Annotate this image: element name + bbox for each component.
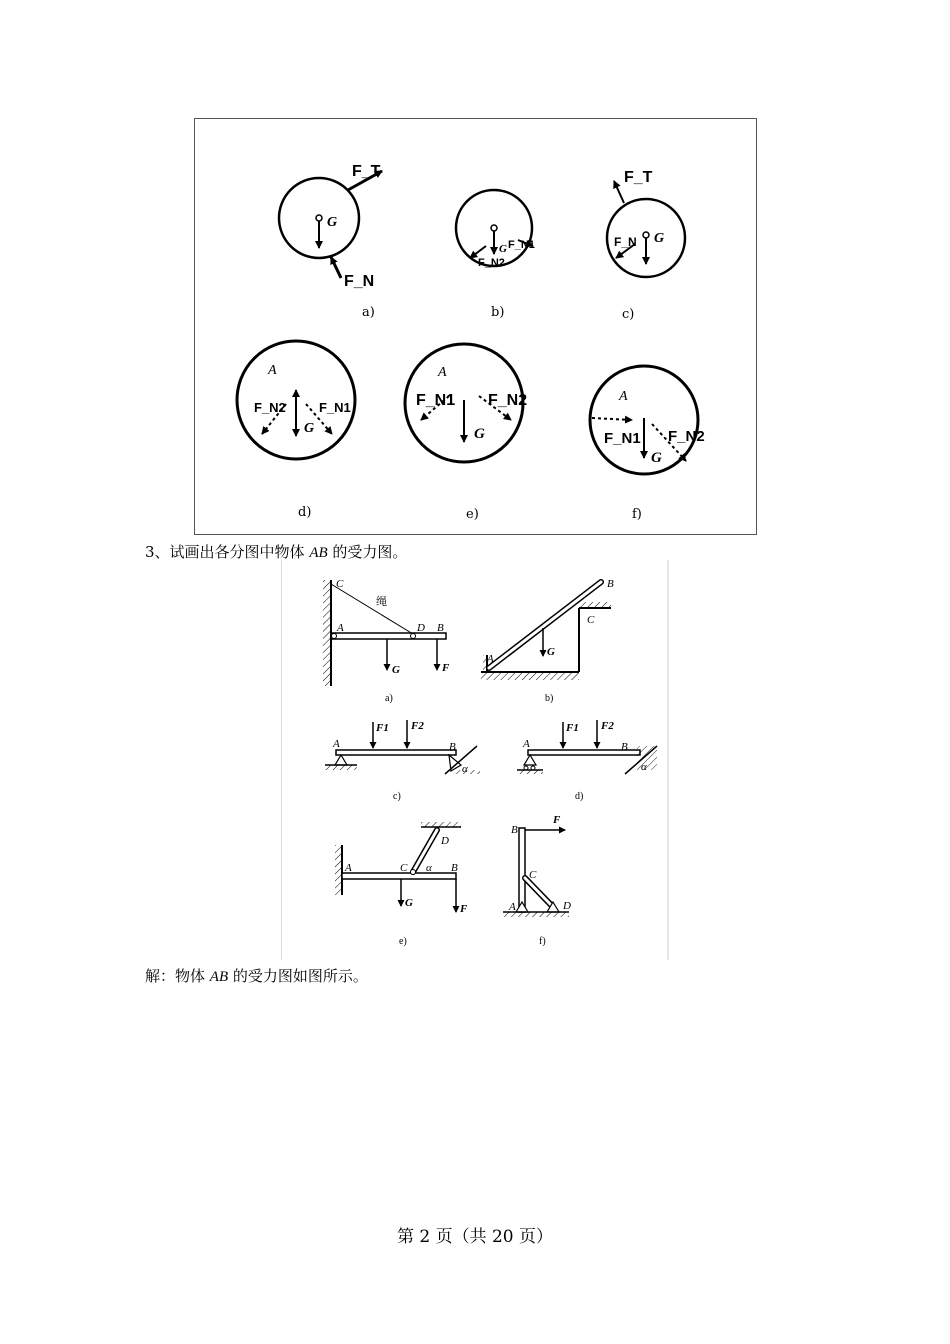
label-b: B [437,622,444,634]
label-d: D [417,622,425,634]
label-c: C [529,869,537,881]
answer-object: AB [209,969,229,985]
label-ft: F_T [624,169,653,186]
label-a: A [619,389,628,404]
question-object: AB [309,545,328,561]
ab-panel-a [323,578,450,704]
ab-panel-b [481,578,614,704]
label-a: A [345,862,352,874]
question-text-before: 试画出各分图中物体 [169,543,310,561]
label-f: F [553,814,561,826]
label-g: G [327,215,338,230]
label-g: G [654,231,665,246]
label-b: B [607,578,614,590]
label-f1: F1 [376,722,389,734]
label-g: G [547,646,555,658]
caption-b: b) [491,305,505,320]
label-f: F [442,662,450,674]
answer-prefix: 解：物体 [145,967,210,985]
label-a: A [509,901,516,913]
ab-panel-e [335,822,468,947]
label-d: D [563,900,571,912]
sphere-panel-b [456,190,535,320]
label-a: A [438,365,447,380]
sphere-panel-a [279,163,382,320]
label-a: A [268,363,277,378]
label-alpha: α [641,761,647,773]
label-alpha: α [462,763,468,775]
sphere-fbd-figure [194,118,758,536]
caption-c: c) [393,791,401,802]
answer-text [145,965,368,986]
label-rope: 绳 [376,596,387,608]
label-fn1: F_N1 [319,400,351,415]
caption-a: a) [362,305,375,320]
question-text-after: 的受力图。 [327,543,408,561]
sphere-panel-e [405,344,527,522]
label-fn: F_N [344,273,375,290]
caption-f: f) [632,507,642,522]
label-c: C [400,862,408,874]
question-number: 3、 [145,543,170,561]
ab-bodies-figure [281,560,669,960]
label-fn1: F_N1 [416,392,456,409]
label-alpha: α [426,862,432,874]
page-number-label: 第 2 页（共 20 页） [396,1227,554,1247]
label-c: C [336,578,344,590]
label-g: G [405,897,413,909]
label-g: G [392,664,400,676]
label-b: B [621,741,628,753]
label-f1: F1 [566,722,579,734]
label-fn2: F_N2 [254,400,286,415]
caption-c: c) [622,307,635,322]
label-g: G [499,243,507,255]
label-fn2: F_N2 [668,428,705,445]
label-f: F [460,903,468,915]
label-f2: F2 [411,720,424,732]
caption-a: a) [385,693,393,704]
label-g: G [304,421,315,436]
label-a: A [337,622,344,634]
label-b: B [511,824,518,836]
label-fn2: F_N2 [488,392,528,409]
label-d: D [441,835,449,847]
sphere-panel-d [237,341,355,520]
label-f2: F2 [601,720,614,732]
label-fn1: F_N1 [604,430,641,447]
label-g: G [651,450,662,466]
sphere-panel-c [607,169,685,322]
caption-b: b) [545,693,554,704]
label-g: G [474,426,485,442]
caption-e: e) [466,507,479,522]
label-a: A [487,653,494,665]
caption-d: d) [298,505,312,520]
label-fn1: F_N1 [508,239,535,251]
ab-panel-c [325,720,480,802]
ab-panel-f [503,814,571,947]
answer-suffix: 的受力图如图所示。 [228,967,368,985]
label-fn2: F_N2 [478,257,505,269]
caption-f: f) [539,936,546,947]
label-a: A [523,738,530,750]
label-a: A [333,738,340,750]
label-c: C [587,614,595,626]
question-3-text [145,541,407,562]
sphere-panel-f [590,366,705,522]
label-fn: F_N [614,235,637,249]
label-b: B [451,862,458,874]
label-ft: F_T [352,163,381,180]
label-b: B [449,741,456,753]
caption-d: d) [575,791,584,802]
ab-panel-d [517,720,657,802]
caption-e: e) [399,936,407,947]
page-footer [0,1222,950,1247]
